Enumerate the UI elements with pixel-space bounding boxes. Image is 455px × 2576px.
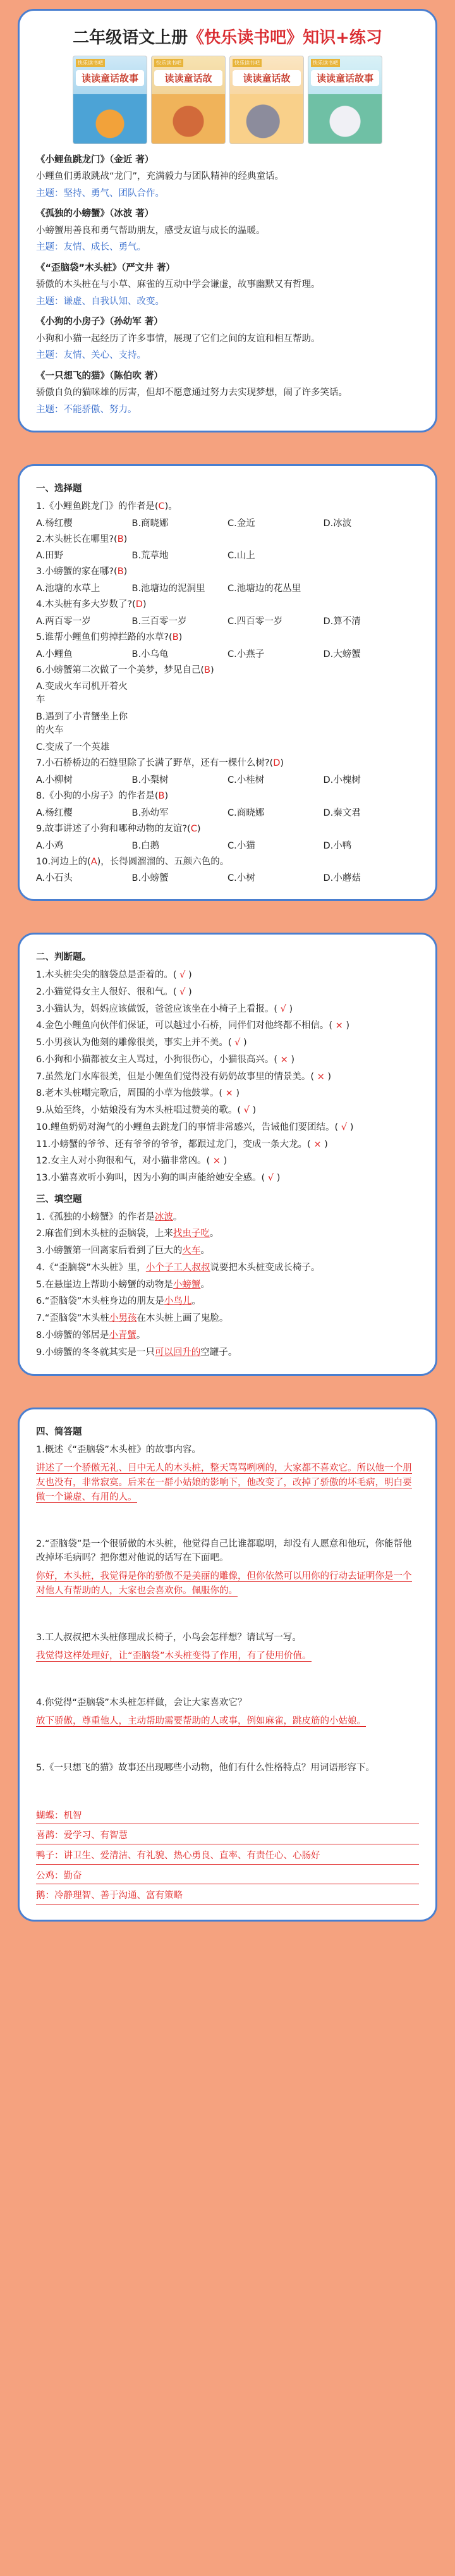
answer: C (190, 823, 197, 834)
option: A.杨红樱 (36, 518, 73, 529)
answer: √ (231, 1038, 243, 1048)
fill-list (36, 1211, 419, 1360)
question-text-end: 。 (200, 1279, 210, 1290)
option: D.大螃蟹 (323, 649, 361, 659)
question-text-end: ) (164, 791, 169, 802)
option (228, 709, 324, 736)
trait-item: 蝴蝶：机智 (36, 1808, 419, 1825)
book-cover (73, 56, 147, 144)
option: C.小树 (228, 873, 255, 884)
question-text-end: ) (276, 1173, 281, 1184)
judge-item (36, 969, 419, 983)
section-heading: 四、简答题 (36, 1427, 82, 1438)
question-text-end: ) (188, 970, 192, 981)
judge-item (36, 1172, 419, 1186)
answer: 找虫子吃 (173, 1229, 210, 1239)
question-text: 7.虽然龙门水库很美，但是小鲤鱼们觉得没有奶奶故事里的情景美。( (36, 1071, 314, 1082)
option (228, 679, 324, 706)
question (36, 757, 419, 771)
book-theme: 主题：友情、成长、勇气。 (36, 242, 146, 253)
qa-answer (36, 1649, 419, 1664)
title-tag: 知识+练习 (303, 28, 382, 47)
options (36, 614, 419, 627)
book-cover (151, 56, 226, 144)
question-text-end: 在木头桩上画了鬼脸。 (136, 1313, 229, 1324)
title-pre: 二年级语文上册 (73, 28, 188, 47)
judge-fill-card (18, 933, 437, 1376)
question-text-end: ) (178, 632, 183, 642)
page-title (36, 25, 419, 48)
book-covers (36, 56, 419, 144)
option: B.小乌龟 (131, 649, 169, 659)
qa-answer-text: 放下骄傲，尊重他人，主动帮助需要帮助的人或事，例如麻雀，跳皮筋的小姑娘。 (36, 1715, 366, 1726)
options (36, 548, 419, 561)
option: B.池塘边的泥洞里 (131, 584, 205, 594)
qa-answer (36, 1569, 419, 1598)
book-cover (229, 56, 304, 144)
question-text: 3.小螃蟹的家在哪?( (36, 567, 118, 577)
qa-question: 2.“歪脑袋”是一个很骄傲的木头桩，他觉得自己比谁都聪明，却没有人愿意和他玩，你能帮他改掉坏毛病吗？把你想对他说的话写在下面吧。 (36, 1539, 412, 1564)
answer: × (210, 1156, 224, 1167)
option (132, 709, 228, 736)
answer: D (273, 758, 281, 769)
question (36, 631, 419, 645)
option: A.小柳树 (36, 775, 73, 786)
book-title: 读读童话故事 (76, 70, 144, 86)
question-text: 5.在悬崖边上帮助小螃蟹的动物是 (36, 1279, 173, 1290)
question-text: 7.“歪脑袋”木头桩 (36, 1313, 109, 1324)
answer: C (158, 501, 165, 512)
question-text: 7.小石桥桥边的石缝里除了长满了野草，还有一棵什么树?( (36, 758, 274, 769)
judge-item (36, 1019, 419, 1033)
answer: × (332, 1021, 346, 1031)
question-text: 13.小猫喜欢听小狗叫，因为小狗的叫声能给她安全感。( (36, 1173, 265, 1184)
option: B.小梨树 (131, 775, 169, 786)
qa-question: 1.概述《“歪脑袋”木头桩》的故事内容。 (36, 1445, 201, 1456)
answer: √ (277, 1003, 289, 1014)
choice-list (36, 500, 419, 885)
question (36, 500, 419, 514)
option: A.杨红樱 (36, 807, 73, 818)
fill-item (36, 1227, 419, 1241)
question-text: 9.故事讲述了小狗和哪种动物的友谊?( (36, 823, 191, 834)
question-text: 2.小猫觉得女主人很好、很和气。( (36, 986, 177, 997)
answer: √ (176, 986, 188, 997)
question-text-end: ) (327, 1071, 332, 1082)
answer: √ (176, 970, 188, 981)
question-text: 10.鲤鱼奶奶对淘气的小鲤鱼去跳龙门的事情非常感兴，告诫他们要团结。( (36, 1122, 339, 1132)
option: C.变成了一个英雄 (36, 742, 110, 753)
question (36, 823, 419, 837)
option: B.三百零一岁 (131, 616, 187, 627)
question-text: 8.小螃蟹的邻居是 (36, 1330, 109, 1340)
question-text: 9.从始至终，小姑娘没有为木头桩唱过赞美的歌。( (36, 1105, 241, 1116)
option: B.孙幼军 (131, 807, 169, 818)
book-heading: 《小鲤鱼跳龙门》（金近 著） (36, 155, 154, 165)
book-desc: 骄傲自负的猫咪雄的厉害，但却不愿意通过努力去实现梦想，闹了许多笑话。 (36, 388, 348, 398)
answer: A (90, 856, 97, 867)
question (36, 790, 419, 804)
book-badge: 快乐读书吧 (311, 59, 340, 67)
question-text: 3.小猫认为，妈妈应该做饭，爸爸应该坐在小椅子上看报。( (36, 1003, 277, 1014)
section-heading: 二、判断题。 (36, 952, 91, 963)
answer: B (117, 534, 124, 544)
qa-answer-text: 你好，木头桩，我觉得是你的骄傲不是美丽的雕像，但你依然可以用你的行动去证明你是一个对他人有帮助的人，大家也会喜欢你。佩服你的。 (36, 1571, 412, 1597)
option: A.池塘的水草上 (36, 584, 100, 594)
book-badge: 快乐读书吧 (233, 59, 262, 67)
question-text-end: 。 (191, 1296, 201, 1307)
book-desc: 小鲤鱼们勇敢跳战“龙门”，充满毅力与团队精神的经典童话。 (36, 171, 284, 182)
qa-gap (36, 1779, 419, 1805)
qa-gap (36, 1667, 419, 1693)
option: D.冰波 (323, 518, 352, 529)
question (36, 565, 419, 579)
qa-gap (36, 1509, 419, 1534)
option (132, 679, 228, 706)
qa-gap (36, 1602, 419, 1628)
question-text-end: ) (252, 1105, 257, 1116)
judge-item (36, 1036, 419, 1050)
trait-item: 鸭子：讲卫生、爱清洁、有礼貌、热心勇良、直率、有责任心、心肠好 (36, 1848, 419, 1865)
answer: √ (265, 1173, 277, 1184)
question-text: 4.《“歪脑袋”木头桩》里， (36, 1262, 146, 1273)
question-text-end: ) (210, 665, 214, 675)
book-cover (308, 56, 382, 144)
book-heading: 《小狗的小房子》（孙幼军 著） (36, 317, 163, 328)
fill-item (36, 1279, 419, 1292)
question-text-end: ) (197, 823, 201, 834)
question-text-end: ) (324, 1139, 328, 1150)
answer: 冰波 (154, 1211, 173, 1222)
book-title: 读读童话故事 (311, 70, 379, 86)
option: A.小石头 (36, 873, 73, 884)
book-desc: 小狗和小猫一起经历了许多事情，展现了它们之间的友谊和相互帮助。 (36, 333, 320, 344)
book-title: 读读童话故 (233, 70, 301, 86)
option: C.商晓娜 (228, 807, 265, 818)
trait-item: 喜鹊：爱学习、有智慧 (36, 1828, 419, 1844)
option: C.山上 (228, 551, 255, 561)
option: B.遇到了小青蟹坐上你的火车 (36, 712, 128, 736)
option (228, 740, 324, 753)
option: A.两百零一岁 (36, 616, 91, 627)
answer: 小青蟹 (109, 1330, 136, 1340)
option: C.小燕子 (228, 649, 265, 659)
answer: B (117, 567, 124, 577)
qa-answer (36, 1714, 419, 1729)
book-theme: 主题：不能骄傲、努力。 (36, 404, 137, 415)
choice-card (18, 464, 437, 901)
question-text-end: 。 (173, 1211, 183, 1222)
fill-item (36, 1211, 419, 1225)
book-heading: 《孤独的小螃蟹》（冰波 著） (36, 209, 154, 219)
question-text-end: )，长得圆溜溜的、五颜六色的。 (97, 856, 229, 867)
qa-question: 4.你觉得“歪脑袋”木头桩怎样做，会让大家喜欢它？ (36, 1698, 247, 1708)
option (324, 581, 420, 594)
question-text: 4.木头桩有多大岁数了?( (36, 599, 136, 610)
options (36, 516, 419, 529)
question-text: 2.麻雀们到木头桩的歪脑袋，上来 (36, 1229, 173, 1239)
question (36, 598, 419, 612)
question-text-end: ) (123, 567, 128, 577)
question-text-end: ) (236, 1088, 240, 1099)
question-text: 6.小螃蟹第二次做了一个美梦，梦见自己( (36, 665, 204, 675)
fill-item (36, 1312, 419, 1326)
book-illustration (152, 94, 225, 144)
options (36, 806, 419, 819)
qa-answer-text: 讲述了一个骄傲无礼、目中无人的木头桩，整天骂骂咧咧的，大家都不喜欢它。所以他一个朋友也没有，非常寂寞。后来在一群小姑娘的影响下，他改变了，改掉了骄傲的坏毛病，明白要做一个谦虚、有用的人。 (36, 1463, 412, 1503)
answer: × (310, 1139, 325, 1150)
option: B.商晓娜 (131, 518, 169, 529)
answer: × (277, 1054, 291, 1065)
book-heading: 《一只想飞的猫》（陈伯吹 著） (36, 371, 163, 381)
answer: B (204, 665, 210, 675)
option: B.小螃蟹 (131, 873, 169, 884)
question-text: 3.小螃蟹第一回离家后看到了巨大的 (36, 1246, 183, 1256)
book-illustration (308, 94, 382, 144)
judge-item (36, 1138, 419, 1152)
question-text: 6.小狗和小猫都被女主人骂过，小狗很伤心，小猫很高兴。( (36, 1054, 277, 1065)
qa-question: 3.工人叔叔把木头桩修理成长椅子，小鸟会怎样想？请试写一写。 (36, 1633, 301, 1643)
fill-item (36, 1346, 419, 1360)
options (36, 773, 419, 786)
option: C.小猫 (228, 840, 255, 851)
judge-item (36, 1104, 419, 1118)
answer: 小鸟儿 (164, 1296, 192, 1307)
question-text-end: 说要把木头桩变成长椅子。 (210, 1262, 320, 1273)
option: B.白鹅 (131, 840, 160, 851)
trait-item: 鹅：冷静理智、善于沟通、富有策略 (36, 1888, 419, 1904)
option (324, 548, 420, 561)
option: D.小蘑菇 (323, 873, 361, 884)
qa-question: 5.《一只想飞的猫》故事还出现哪些小动物，他们有什么性格特点？用词语形容下。 (36, 1763, 375, 1774)
book-theme: 主题：坚持、勇气、团队合作。 (36, 188, 164, 199)
question-text-end: ) (123, 534, 128, 544)
question-text-end: ) (346, 1021, 350, 1031)
option: D.小鸭 (323, 840, 352, 851)
question-text: 1.木头桩尖尖的脑袋总是歪着的。( (36, 970, 177, 981)
option: D.小槐树 (323, 775, 361, 786)
question-text-end: ) (223, 1156, 228, 1167)
book-badge: 快乐读书吧 (154, 59, 183, 67)
answer: 小男孩 (109, 1313, 137, 1324)
option: B.荒草地 (131, 551, 169, 561)
option: C.金近 (228, 518, 255, 529)
options (36, 679, 419, 706)
qa-card (18, 1408, 437, 1922)
question-text-end: ) (289, 1003, 293, 1014)
answer: × (314, 1071, 328, 1082)
qa-answer (36, 1461, 419, 1506)
option: D.秦文君 (323, 807, 361, 818)
question-text-end: ) (349, 1122, 354, 1132)
judge-item (36, 1070, 419, 1084)
trait-item: 公鸡：勤奋 (36, 1868, 419, 1885)
question (36, 533, 419, 547)
answer: √ (338, 1122, 350, 1132)
answer: 火车 (182, 1246, 201, 1256)
options (36, 709, 419, 736)
question-text-end: ) (142, 599, 147, 610)
question-text-end: 。 (200, 1246, 210, 1256)
answer: 小个子工人叔叔 (145, 1262, 210, 1273)
answer: B (172, 632, 179, 642)
fill-item (36, 1261, 419, 1275)
book-badge: 快乐读书吧 (76, 59, 105, 67)
question-text-end: ) (291, 1054, 295, 1065)
question-text-end: 。 (136, 1330, 146, 1340)
question (36, 856, 419, 869)
option: A.变成火车司机开着火车 (36, 682, 128, 706)
question-text-end: ) (243, 1038, 247, 1048)
book-theme: 主题：友情、关心、支持。 (36, 350, 146, 361)
question-text: 9.小螃蟹的冬冬就其实是一只 (36, 1347, 155, 1358)
question-text: 1.《小鲤鱼跳龙门》的作者是( (36, 501, 159, 512)
question-text-end: ) (280, 758, 284, 769)
answer: × (222, 1088, 236, 1099)
question-text: 8.《小狗的小房子》的作者是( (36, 791, 159, 802)
options (36, 838, 419, 852)
book-list (36, 153, 419, 417)
book-illustration (230, 94, 303, 144)
option: A.小鸡 (36, 840, 64, 851)
book-heading: 《“歪脑袋”木头桩》（严文井 著） (36, 262, 175, 273)
question-text: 12.女主人对小狗很和气，对小猫非常凶。( (36, 1156, 210, 1167)
option (324, 740, 420, 753)
options (36, 871, 419, 884)
judge-item (36, 1121, 419, 1135)
option: A.田野 (36, 551, 64, 561)
options (36, 581, 419, 594)
options (36, 647, 419, 660)
answer: D (135, 599, 143, 610)
question-text: 11.小螃蟹的爷爷、还有爷爷的爷爷，都跟过龙门，变成一条大龙。( (36, 1139, 311, 1150)
book-theme: 主题：谦虚、自我认知、改变。 (36, 296, 164, 307)
book-desc: 小螃蟹用善良和勇气帮助朋友，感受友谊与成长的温暖。 (36, 225, 265, 236)
judge-item (36, 986, 419, 1000)
option (324, 709, 420, 736)
judge-item (36, 1003, 419, 1017)
section-heading: 三、填空题 (36, 1194, 82, 1205)
option: C.小桂树 (228, 775, 265, 786)
qa-list (36, 1444, 419, 1805)
option: D.算不清 (323, 616, 361, 627)
fill-item (36, 1244, 419, 1258)
fill-item (36, 1295, 419, 1309)
question-text: 8.老木头桩嘲完歌后，周围的小草为他鼓掌。( (36, 1088, 222, 1099)
trait-list (36, 1808, 419, 1904)
question-text-end: 。 (209, 1229, 219, 1239)
qa-answer-text: 我觉得这样处理好，让“歪脑袋”木头桩变得了作用，有了使用价值。 (36, 1650, 312, 1661)
answer: √ (241, 1105, 253, 1116)
question-text: 5.小男孩认为他刻的雕像很美，事实上并不美。( (36, 1038, 232, 1048)
question-text: 5.谁帮小鲤鱼们剪掉拦路的水草?( (36, 632, 173, 642)
qa-gap (36, 1733, 419, 1758)
question-text: 10.河边上的( (36, 856, 91, 867)
options (36, 740, 419, 753)
option: C.池塘边的花丛里 (228, 584, 301, 594)
answer: B (158, 791, 165, 802)
question-text: 6.“歪脑袋”木头桩身边的朋友是 (36, 1296, 164, 1307)
option: A.小鲤鱼 (36, 649, 73, 659)
option: C.四百零一岁 (228, 616, 283, 627)
answer: 可以回升的 (154, 1347, 201, 1358)
fill-item (36, 1329, 419, 1343)
question-text-end: 空罐子。 (200, 1347, 238, 1358)
question-text-end: )。 (164, 501, 178, 512)
question-text: 2.木头桩长在哪里?( (36, 534, 118, 544)
title-highlight: 《快乐读书吧》 (188, 28, 303, 47)
judge-item (36, 1087, 419, 1101)
answer: 小螃蟹 (173, 1279, 201, 1290)
book-illustration (73, 94, 147, 144)
question-text-end: ) (188, 986, 192, 997)
judge-item (36, 1053, 419, 1067)
option (132, 740, 228, 753)
section-heading: 一、选择题 (36, 484, 82, 494)
judge-list (36, 969, 419, 1186)
book-desc: 骄傲的木头桩在与小草、麻雀的互动中学会谦虚，故事幽默又有哲理。 (36, 279, 320, 290)
intro-card (18, 9, 437, 432)
option (324, 679, 420, 706)
question-text: 4.金色小鲤鱼向伙伴们保证，可以越过小石桥，同伴们对他终都不相信。( (36, 1021, 332, 1031)
question-text: 1.《孤独的小螃蟹》的作者是 (36, 1211, 155, 1222)
judge-item (36, 1155, 419, 1168)
question (36, 664, 419, 678)
book-title: 读读童话故 (154, 70, 222, 86)
